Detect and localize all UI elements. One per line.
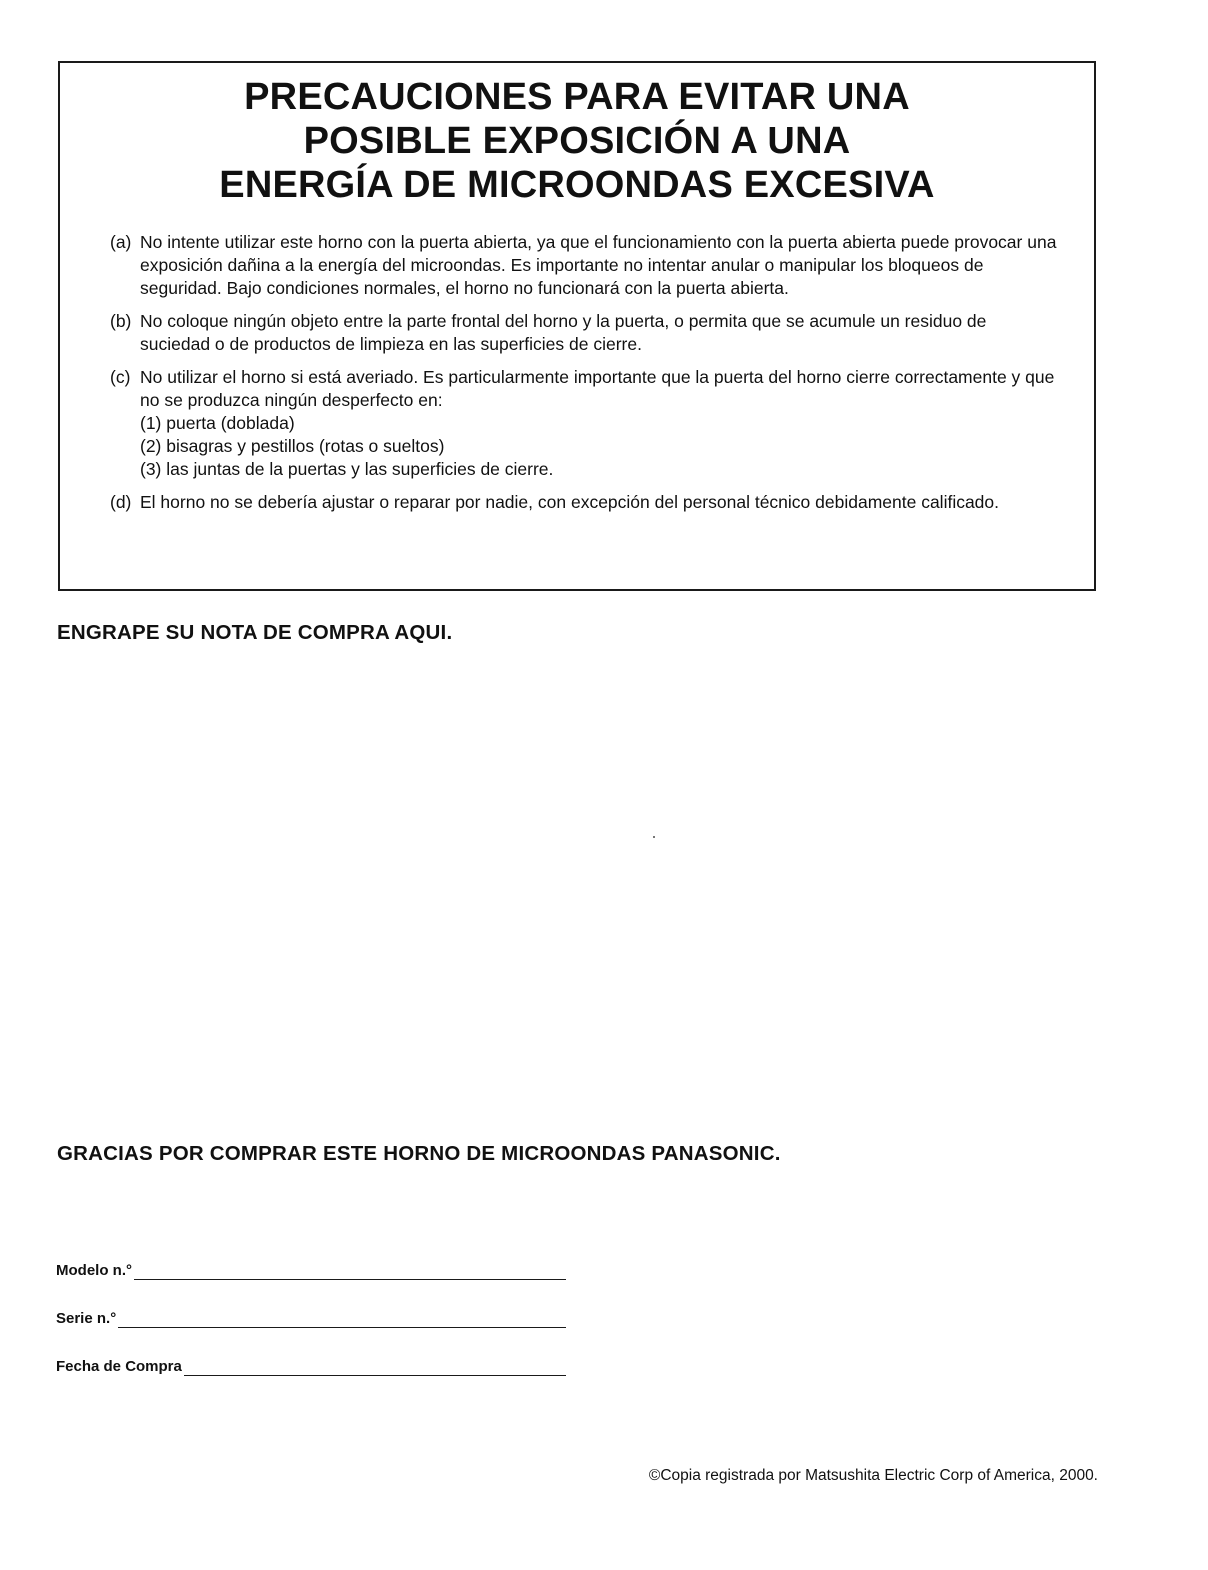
precautions-list — [110, 231, 1060, 524]
purchase-date-label: Fecha de Compra — [56, 1358, 182, 1375]
thank-you-heading: GRACIAS POR COMPRAR ESTE HORNO DE MICROONDAS PANASONIC. — [57, 1142, 781, 1165]
scan-speck — [653, 836, 655, 838]
item-text: No utilizar el horno si está averiado. Es particularmente importante que la puerta del horno cierre correctamente y que no se produzca ningún desperfecto en: — [140, 367, 1055, 410]
serial-number-field[interactable] — [118, 1311, 566, 1328]
safety-precautions-box — [58, 61, 1096, 591]
item-text: El horno no se debería ajustar o reparar por nadie, con excepción del personal técnico debidamente calificado. — [140, 492, 1000, 512]
serial-label: Serie n.° — [56, 1310, 117, 1327]
precaution-item-b — [110, 310, 1060, 356]
title-line: ENERGÍA DE MICROONDAS EXCESIVA — [219, 164, 935, 206]
item-marker: (d) — [110, 492, 132, 512]
model-label: Modelo n.° — [56, 1262, 132, 1279]
item-marker: (c) — [110, 367, 131, 387]
item-marker: (a) — [110, 232, 132, 252]
purchase-date-field[interactable] — [184, 1359, 566, 1376]
item-text: No coloque ningún objeto entre la parte frontal del horno y la puerta, o permita que se acumule un residuo de suciedad o de productos de limpieza en las superficies de cierre. — [140, 311, 987, 354]
precautions-title — [60, 75, 1094, 207]
precaution-item-c — [110, 366, 1060, 481]
item-text: No intente utilizar este horno con la puerta abierta, ya que el funcionamiento con la puerta abierta puede provocar una exposición dañina a la energía del microondas. Es importante no intentar anular o manipular los bloqueos de seguridad. Bajo condiciones normales, el horno no funcionará con la puerta abierta. — [140, 232, 1057, 298]
staple-receipt-heading: ENGRAPE SU NOTA DE COMPRA AQUI. — [57, 621, 453, 644]
defect-item: (2) bisagras y pestillos (rotas o sueltos) — [140, 436, 445, 456]
copyright-notice: ©Copia registrada por Matsushita Electric Corp of America, 2000. — [648, 1467, 1098, 1484]
item-marker: (b) — [110, 311, 132, 331]
serial-row — [56, 1306, 566, 1328]
model-number-field[interactable] — [134, 1263, 566, 1280]
purchase-date-row — [56, 1354, 566, 1376]
precaution-item-d — [110, 491, 1060, 514]
precaution-item-a — [110, 231, 1060, 300]
model-row — [56, 1258, 566, 1280]
title-line: POSIBLE EXPOSICIÓN A UNA — [303, 120, 851, 162]
title-line: PRECAUCIONES PARA EVITAR UNA — [244, 76, 910, 118]
defect-list — [140, 412, 1060, 481]
defect-item: (3) las juntas de la puertas y las superficies de cierre. — [140, 459, 554, 479]
defect-item: (1) puerta (doblada) — [140, 413, 295, 433]
purchase-record-form — [56, 1258, 566, 1402]
